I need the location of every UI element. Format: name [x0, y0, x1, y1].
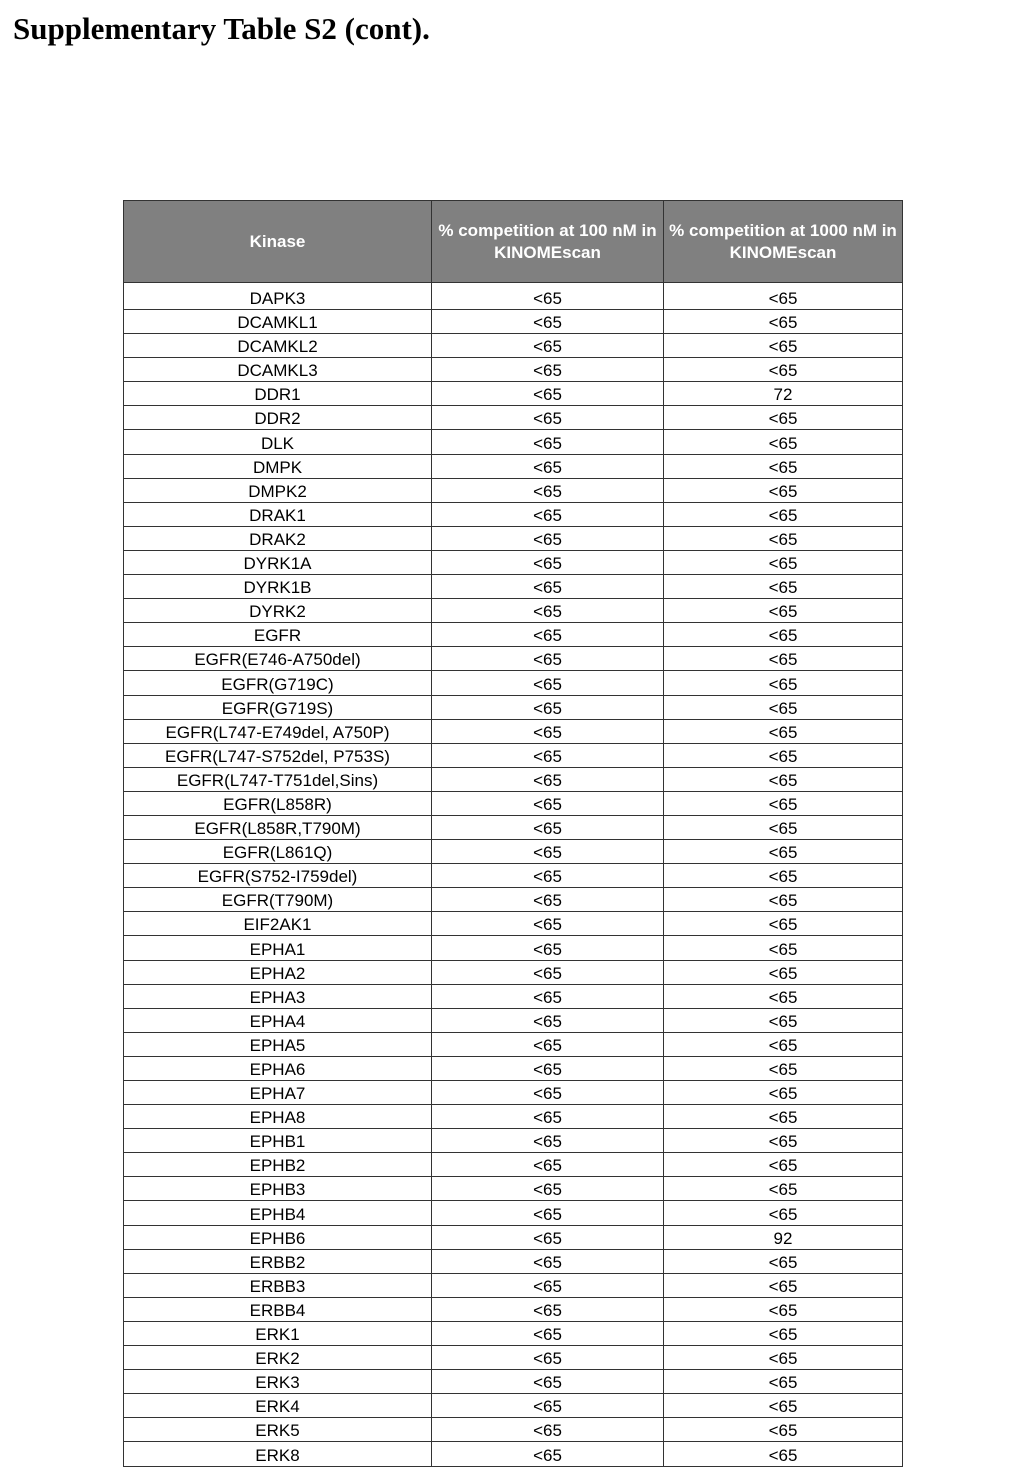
competition-1000nm-cell: <65: [664, 502, 903, 526]
kinase-cell: DCAMKL2: [124, 334, 432, 358]
kinase-cell: EPHA3: [124, 984, 432, 1008]
competition-1000nm-cell: <65: [664, 1346, 903, 1370]
competition-100nm-cell: <65: [432, 1249, 664, 1273]
competition-1000nm-cell: <65: [664, 1273, 903, 1297]
competition-1000nm-cell: <65: [664, 1129, 903, 1153]
kinase-cell: DRAK1: [124, 502, 432, 526]
competition-1000nm-cell: <65: [664, 283, 903, 310]
competition-1000nm-cell: <65: [664, 599, 903, 623]
competition-100nm-cell: <65: [432, 840, 664, 864]
competition-100nm-cell: <65: [432, 912, 664, 936]
competition-100nm-cell: <65: [432, 502, 664, 526]
competition-1000nm-cell: <65: [664, 1394, 903, 1418]
competition-1000nm-cell: <65: [664, 671, 903, 695]
competition-1000nm-cell: <65: [664, 575, 903, 599]
table-row: [124, 334, 903, 358]
table-row: [124, 406, 903, 430]
table-row: [124, 502, 903, 526]
kinase-cell: ERK1: [124, 1321, 432, 1345]
competition-100nm-cell: <65: [432, 960, 664, 984]
competition-1000nm-cell: <65: [664, 864, 903, 888]
table-row: [124, 430, 903, 454]
kinase-cell: EPHB4: [124, 1201, 432, 1225]
table-row: [124, 1201, 903, 1225]
competition-100nm-cell: <65: [432, 647, 664, 671]
competition-1000nm-cell: <65: [664, 1081, 903, 1105]
competition-100nm-cell: <65: [432, 1129, 664, 1153]
competition-100nm-cell: <65: [432, 550, 664, 574]
table-row: [124, 526, 903, 550]
kinase-cell: DDR1: [124, 382, 432, 406]
competition-1000nm-cell: <65: [664, 888, 903, 912]
competition-100nm-cell: <65: [432, 623, 664, 647]
table-row: [124, 671, 903, 695]
table-row: [124, 382, 903, 406]
table-row: [124, 743, 903, 767]
kinase-cell: ERBB3: [124, 1273, 432, 1297]
table-row: [124, 815, 903, 839]
competition-100nm-cell: <65: [432, 1153, 664, 1177]
competition-1000nm-cell: <65: [664, 791, 903, 815]
kinase-cell: ERK3: [124, 1370, 432, 1394]
header-competition-1000nm: % competition at 1000 nM in KINOMEscan: [664, 201, 903, 283]
competition-100nm-cell: <65: [432, 1297, 664, 1321]
table-row: [124, 1008, 903, 1032]
kinase-cell: EGFR(L747-S752del, P753S): [124, 743, 432, 767]
table-row: [124, 454, 903, 478]
kinase-cell: EGFR(L747-T751del,Sins): [124, 767, 432, 791]
kinase-cell: EPHA5: [124, 1032, 432, 1056]
competition-1000nm-cell: <65: [664, 623, 903, 647]
kinase-cell: EPHA6: [124, 1056, 432, 1080]
table-row: [124, 1346, 903, 1370]
kinase-cell: EPHA7: [124, 1081, 432, 1105]
table-row: [124, 960, 903, 984]
kinase-cell: EGFR(L861Q): [124, 840, 432, 864]
table-row: [124, 1081, 903, 1105]
table-row: [124, 912, 903, 936]
kinase-cell: EGFR(L858R): [124, 791, 432, 815]
competition-100nm-cell: <65: [432, 1008, 664, 1032]
table-row: [124, 1297, 903, 1321]
competition-100nm-cell: <65: [432, 1032, 664, 1056]
competition-100nm-cell: <65: [432, 1225, 664, 1249]
competition-100nm-cell: <65: [432, 430, 664, 454]
table-row: [124, 936, 903, 960]
competition-1000nm-cell: <65: [664, 815, 903, 839]
kinase-cell: EPHB1: [124, 1129, 432, 1153]
competition-1000nm-cell: 72: [664, 382, 903, 406]
table-row: [124, 1418, 903, 1442]
table-row: [124, 478, 903, 502]
kinase-cell: EGFR(L858R,T790M): [124, 815, 432, 839]
table-row: [124, 358, 903, 382]
kinase-cell: EPHA1: [124, 936, 432, 960]
competition-1000nm-cell: <65: [664, 912, 903, 936]
competition-1000nm-cell: <65: [664, 1297, 903, 1321]
competition-100nm-cell: <65: [432, 1081, 664, 1105]
competition-100nm-cell: <65: [432, 1273, 664, 1297]
competition-1000nm-cell: <65: [664, 960, 903, 984]
kinase-cell: EGFR(G719S): [124, 695, 432, 719]
header-competition-100nm: % competition at 100 nM in KINOMEscan: [432, 201, 664, 283]
competition-1000nm-cell: <65: [664, 1249, 903, 1273]
competition-100nm-cell: <65: [432, 1418, 664, 1442]
table-row: [124, 1032, 903, 1056]
table-row: [124, 1177, 903, 1201]
competition-1000nm-cell: <65: [664, 478, 903, 502]
competition-1000nm-cell: <65: [664, 936, 903, 960]
competition-100nm-cell: <65: [432, 695, 664, 719]
header-kinase: Kinase: [124, 201, 432, 283]
kinase-cell: EPHA2: [124, 960, 432, 984]
competition-100nm-cell: <65: [432, 526, 664, 550]
table-row: [124, 864, 903, 888]
competition-1000nm-cell: <65: [664, 840, 903, 864]
kinase-cell: DMPK2: [124, 478, 432, 502]
table-row: [124, 767, 903, 791]
competition-100nm-cell: <65: [432, 310, 664, 334]
kinase-cell: DYRK1B: [124, 575, 432, 599]
kinase-cell: EGFR(S752-I759del): [124, 864, 432, 888]
table-row: [124, 1321, 903, 1345]
competition-1000nm-cell: <65: [664, 1418, 903, 1442]
competition-1000nm-cell: <65: [664, 1321, 903, 1345]
table-row: [124, 1056, 903, 1080]
kinase-cell: EGFR(L747-E749del, A750P): [124, 719, 432, 743]
competition-100nm-cell: <65: [432, 334, 664, 358]
kinase-cell: ERK4: [124, 1394, 432, 1418]
competition-100nm-cell: <65: [432, 743, 664, 767]
competition-100nm-cell: <65: [432, 599, 664, 623]
kinase-cell: EGFR(G719C): [124, 671, 432, 695]
table-row: [124, 283, 903, 310]
kinase-cell: EPHA4: [124, 1008, 432, 1032]
table-row: [124, 1153, 903, 1177]
table-row: [124, 1129, 903, 1153]
competition-100nm-cell: <65: [432, 1177, 664, 1201]
competition-1000nm-cell: <65: [664, 719, 903, 743]
competition-1000nm-cell: <65: [664, 1032, 903, 1056]
competition-1000nm-cell: <65: [664, 454, 903, 478]
table-row: [124, 599, 903, 623]
table-row: [124, 695, 903, 719]
competition-100nm-cell: <65: [432, 478, 664, 502]
table-row: [124, 1442, 903, 1466]
table-row: [124, 1273, 903, 1297]
competition-100nm-cell: <65: [432, 283, 664, 310]
competition-100nm-cell: <65: [432, 1346, 664, 1370]
table-row: [124, 888, 903, 912]
table-row: [124, 1394, 903, 1418]
competition-1000nm-cell: <65: [664, 1201, 903, 1225]
competition-1000nm-cell: <65: [664, 310, 903, 334]
kinase-cell: DRAK2: [124, 526, 432, 550]
table-row: [124, 647, 903, 671]
competition-1000nm-cell: <65: [664, 767, 903, 791]
competition-100nm-cell: <65: [432, 1394, 664, 1418]
kinase-cell: EGFR(T790M): [124, 888, 432, 912]
kinase-cell: EPHA8: [124, 1105, 432, 1129]
competition-1000nm-cell: <65: [664, 1442, 903, 1466]
competition-100nm-cell: <65: [432, 815, 664, 839]
kinase-cell: ERK5: [124, 1418, 432, 1442]
kinase-cell: EGFR(E746-A750del): [124, 647, 432, 671]
table-row: [124, 719, 903, 743]
competition-100nm-cell: <65: [432, 791, 664, 815]
table-row: [124, 623, 903, 647]
competition-1000nm-cell: <65: [664, 334, 903, 358]
competition-100nm-cell: <65: [432, 671, 664, 695]
kinase-cell: ERK8: [124, 1442, 432, 1466]
kinase-cell: DMPK: [124, 454, 432, 478]
competition-1000nm-cell: <65: [664, 1056, 903, 1080]
table-row: [124, 310, 903, 334]
kinase-cell: EPHB6: [124, 1225, 432, 1249]
competition-100nm-cell: <65: [432, 1321, 664, 1345]
competition-100nm-cell: <65: [432, 454, 664, 478]
competition-100nm-cell: <65: [432, 984, 664, 1008]
competition-1000nm-cell: <65: [664, 647, 903, 671]
kinase-cell: DAPK3: [124, 283, 432, 310]
kinase-cell: EPHB3: [124, 1177, 432, 1201]
kinase-cell: EIF2AK1: [124, 912, 432, 936]
kinase-cell: EPHB2: [124, 1153, 432, 1177]
competition-100nm-cell: <65: [432, 888, 664, 912]
table-row: [124, 1105, 903, 1129]
competition-1000nm-cell: <65: [664, 695, 903, 719]
kinase-table: [123, 200, 903, 1467]
competition-1000nm-cell: <65: [664, 430, 903, 454]
competition-100nm-cell: <65: [432, 1370, 664, 1394]
competition-1000nm-cell: <65: [664, 743, 903, 767]
kinase-cell: DYRK1A: [124, 550, 432, 574]
table-row: [124, 550, 903, 574]
competition-100nm-cell: <65: [432, 719, 664, 743]
competition-1000nm-cell: <65: [664, 1105, 903, 1129]
table-row: [124, 840, 903, 864]
table-row: [124, 575, 903, 599]
competition-100nm-cell: <65: [432, 1201, 664, 1225]
competition-100nm-cell: <65: [432, 1442, 664, 1466]
kinase-cell: ERBB4: [124, 1297, 432, 1321]
competition-1000nm-cell: <65: [664, 1177, 903, 1201]
competition-1000nm-cell: <65: [664, 406, 903, 430]
competition-100nm-cell: <65: [432, 1105, 664, 1129]
competition-1000nm-cell: <65: [664, 358, 903, 382]
competition-1000nm-cell: <65: [664, 1153, 903, 1177]
competition-100nm-cell: <65: [432, 936, 664, 960]
competition-1000nm-cell: <65: [664, 1370, 903, 1394]
competition-1000nm-cell: <65: [664, 550, 903, 574]
table-body: [124, 283, 903, 1467]
kinase-cell: DCAMKL3: [124, 358, 432, 382]
competition-1000nm-cell: <65: [664, 1008, 903, 1032]
table-row: [124, 1225, 903, 1249]
kinase-cell: DLK: [124, 430, 432, 454]
competition-100nm-cell: <65: [432, 358, 664, 382]
kinase-cell: ERK2: [124, 1346, 432, 1370]
kinase-cell: DYRK2: [124, 599, 432, 623]
competition-100nm-cell: <65: [432, 1056, 664, 1080]
competition-100nm-cell: <65: [432, 767, 664, 791]
table-row: [124, 984, 903, 1008]
kinase-cell: EGFR: [124, 623, 432, 647]
page-title: Supplementary Table S2 (cont).: [13, 11, 430, 46]
table-header-row: [124, 201, 903, 283]
competition-100nm-cell: <65: [432, 864, 664, 888]
competition-1000nm-cell: <65: [664, 526, 903, 550]
competition-1000nm-cell: <65: [664, 984, 903, 1008]
table-row: [124, 1370, 903, 1394]
kinase-cell: ERBB2: [124, 1249, 432, 1273]
competition-100nm-cell: <65: [432, 382, 664, 406]
competition-100nm-cell: <65: [432, 575, 664, 599]
competition-1000nm-cell: 92: [664, 1225, 903, 1249]
table-row: [124, 791, 903, 815]
competition-100nm-cell: <65: [432, 406, 664, 430]
kinase-cell: DCAMKL1: [124, 310, 432, 334]
table-row: [124, 1249, 903, 1273]
kinase-cell: DDR2: [124, 406, 432, 430]
